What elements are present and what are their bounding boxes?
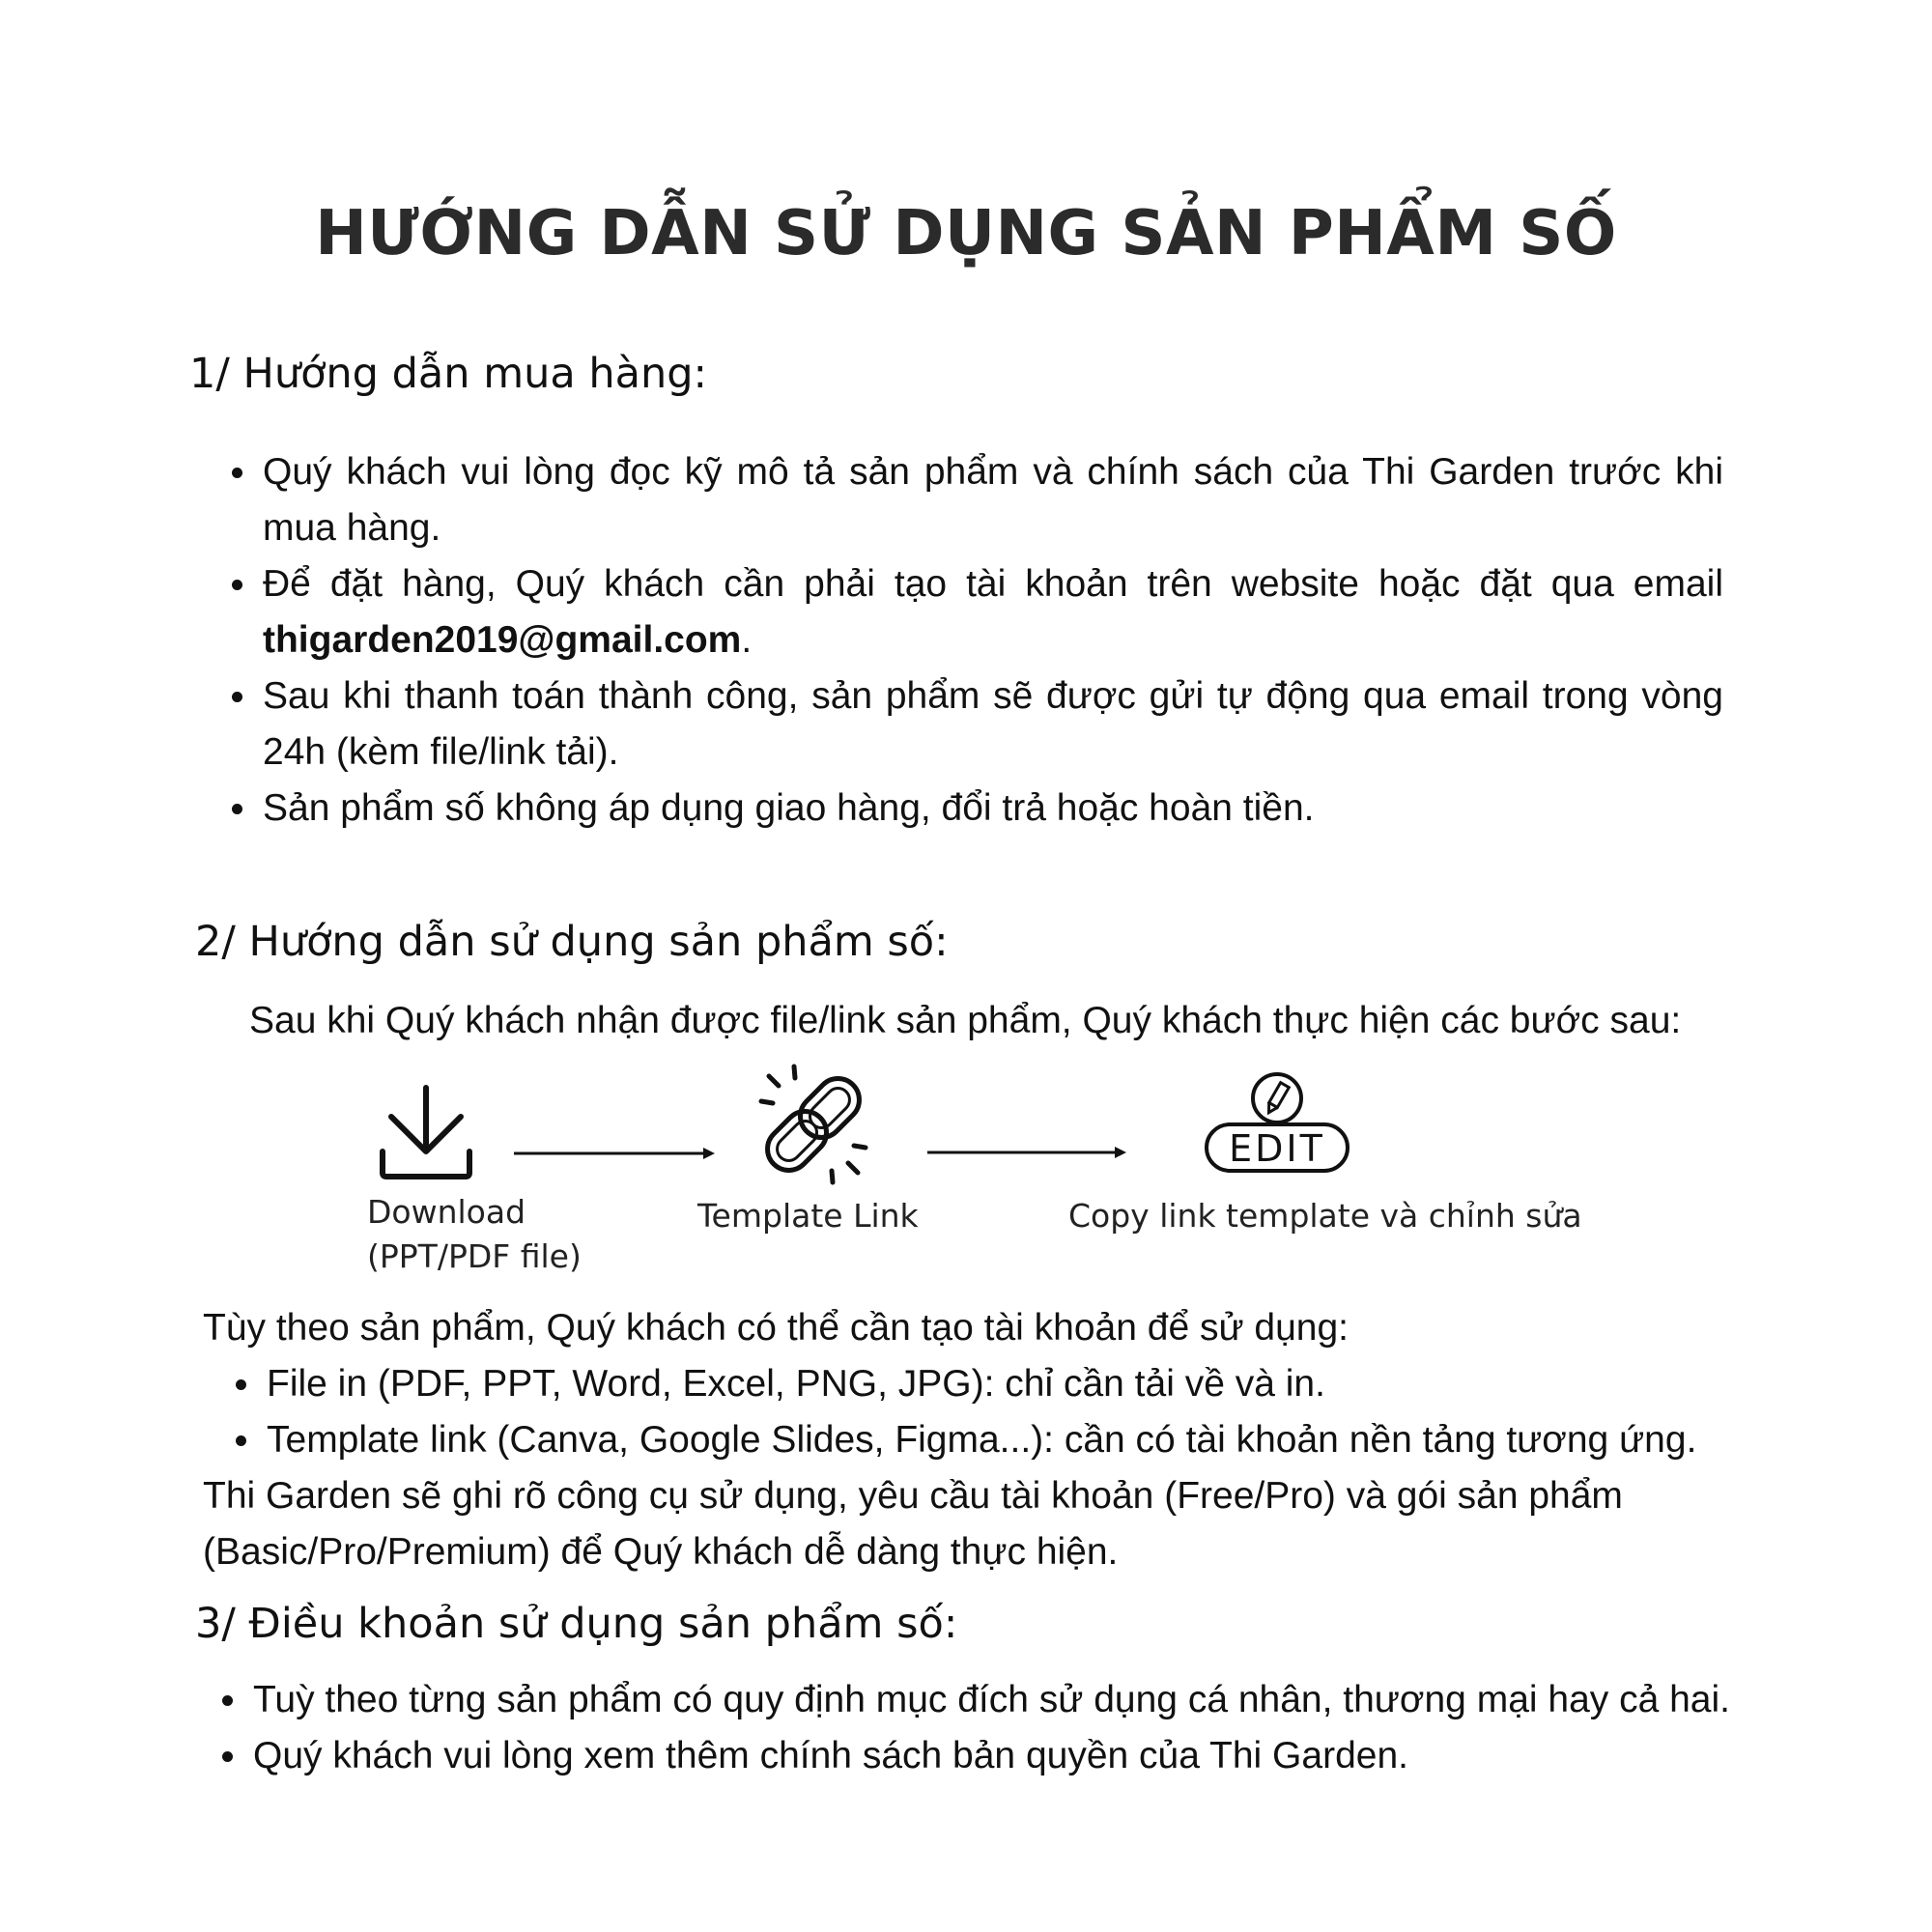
edit-icon-text: EDIT xyxy=(1229,1127,1325,1170)
bullet-text: Để đặt hàng, Quý khách cần phải tạo tài khoản trên website hoặc đặt qua email xyxy=(263,563,1723,605)
closing-line-2: (Basic/Pro/Premium) để Quý khách dễ dàng thực hiện. xyxy=(203,1531,1119,1573)
section3-heading: 3/ Điều khoản sử dụng sản phẩm số: xyxy=(195,1600,958,1648)
bullet-text: File in (PDF, PPT, Word, Excel, PNG, JPG): chỉ cần tải về và in. xyxy=(267,1363,1325,1405)
bullet-text: Sau khi thanh toán thành công, sản phẩm sẽ được gửi tự động qua email trong vòng 24h (kèm file/link tải). xyxy=(263,675,1723,773)
list-item xyxy=(267,1412,1774,1468)
bullet-text: Quý khách vui lòng đọc kỹ mô tả sản phẩm và chính sách của Thi Garden trước khi mua hàng. xyxy=(263,451,1723,549)
account-intro: Tùy theo sản phẩm, Quý khách có thể cần tạo tài khoản để sử dụng: xyxy=(203,1307,1350,1349)
list-item xyxy=(267,1356,1774,1412)
contact-email[interactable]: thigarden2019@gmail.com xyxy=(263,619,742,661)
bullet-text: Template link (Canva, Google Slides, Figma...): cần có tài khoản nền tảng tương ứng. xyxy=(267,1419,1697,1461)
section2-intro: Sau khi Quý khách nhận được file/link sản phẩm, Quý khách thực hiện các bước sau: xyxy=(249,1000,1682,1041)
step-download-label: Download xyxy=(367,1193,526,1231)
list-item xyxy=(253,1728,1799,1784)
step-edit-label: Copy link template và chỉnh sửa xyxy=(1068,1197,1582,1235)
arrow-icon xyxy=(927,1147,1126,1158)
section1-heading: 1/ Hướng dẫn mua hàng: xyxy=(189,350,707,398)
download-icon xyxy=(383,1088,469,1177)
chain-link-icon xyxy=(758,1066,867,1182)
list-item xyxy=(253,1672,1799,1728)
section2-heading: 2/ Hướng dẫn sử dụng sản phẩm số: xyxy=(195,918,949,966)
closing-line-1: Thi Garden sẽ ghi rõ công cụ sử dụng, yêu cầu tài khoản (Free/Pro) và gói sản phẩm xyxy=(203,1475,1623,1517)
section3-bullet-list xyxy=(253,1672,1799,1784)
step-template-label: Template Link xyxy=(697,1197,919,1235)
page-title: HƯỚNG DẪN SỬ DỤNG SẢN PHẨM SỐ xyxy=(315,198,1617,270)
bullet-text: Tuỳ theo từng sản phẩm có quy định mục đích sử dụng cá nhân, thương mại hay cả hai. xyxy=(253,1679,1730,1720)
email-suffix: . xyxy=(741,619,753,661)
section2-bullet-list xyxy=(267,1356,1774,1468)
arrow-icon xyxy=(514,1148,715,1159)
edit-icon xyxy=(1207,1074,1348,1171)
step-download-sublabel: (PPT/PDF file) xyxy=(367,1237,582,1275)
bullet-text: Sản phẩm số không áp dụng giao hàng, đổi trả hoặc hoàn tiền. xyxy=(263,787,1315,829)
bullet-text: Quý khách vui lòng xem thêm chính sách bản quyền của Thi Garden. xyxy=(253,1735,1408,1776)
